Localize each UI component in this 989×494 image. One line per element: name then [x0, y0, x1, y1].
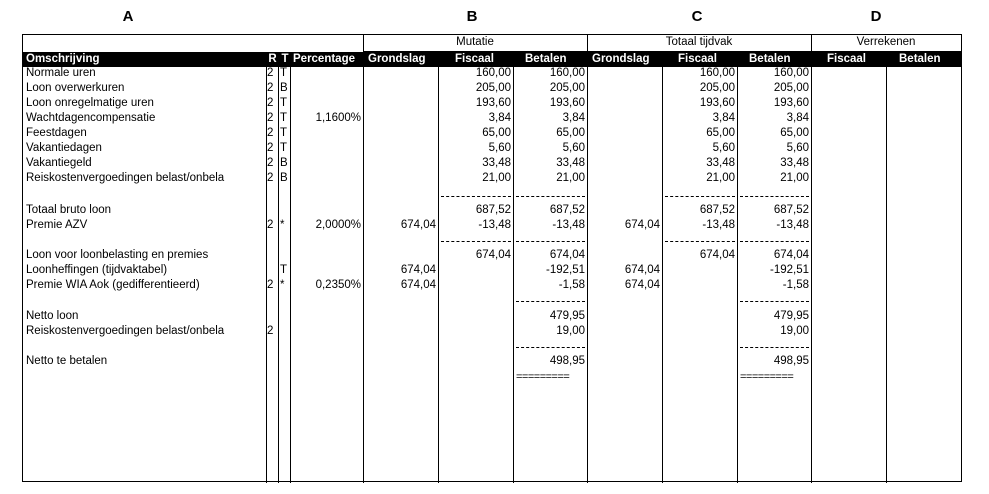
- row-percentage: [291, 354, 361, 369]
- subtotal-rule: [740, 241, 809, 242]
- row-r: 2: [267, 279, 274, 291]
- row-totaal-betalen: 674,04: [773, 249, 809, 261]
- row-description: Loon voor loonbelasting en premies: [26, 249, 209, 261]
- row-totaal-fiscaal: 3,84: [712, 112, 735, 124]
- row-mutatie-fiscaal: [439, 309, 511, 324]
- row-mutatie-grondslag: [364, 141, 436, 156]
- row-percentage: [291, 81, 361, 96]
- subtotal-rule: [740, 196, 809, 197]
- row-t: [280, 309, 290, 324]
- row-mutatie-betalen: 21,00: [556, 172, 585, 184]
- row-totaal-betalen: 21,00: [780, 172, 809, 184]
- row-mutatie-grondslag: [364, 81, 436, 96]
- row-totaal-fiscaal: 5,60: [712, 142, 735, 154]
- subtotal-rule: [441, 241, 511, 242]
- row-description: Reiskostenvergoedingen belast/onbela: [26, 172, 225, 184]
- row-r: 2: [267, 157, 274, 169]
- row-description: Premie AZV: [26, 219, 88, 231]
- row-description: Netto loon: [26, 310, 79, 322]
- row-r: 2: [267, 219, 274, 231]
- row-mutatie-betalen: 498,95: [549, 355, 585, 367]
- col-line-t: [278, 52, 279, 483]
- payroll-sheet: [22, 34, 962, 482]
- row-t: T: [280, 97, 288, 109]
- row-mutatie-fiscaal: [439, 324, 511, 339]
- row-r: 2: [267, 97, 274, 109]
- row-mutatie-betalen: -13,48: [552, 219, 585, 231]
- row-t: [280, 203, 290, 218]
- row-mutatie-fiscaal: -13,48: [478, 219, 511, 231]
- row-totaal-betalen: 193,60: [773, 97, 809, 109]
- row-percentage: 1,1600%: [315, 112, 361, 124]
- row-description: Vakantiedagen: [26, 142, 102, 154]
- row-mutatie-grondslag: 674,04: [400, 264, 436, 276]
- row-t: T: [280, 127, 288, 139]
- row-t: *: [280, 279, 285, 291]
- row-mutatie-grondslag: [364, 126, 436, 141]
- row-r: 2: [267, 127, 274, 139]
- row-t: B: [280, 82, 288, 94]
- row-t: B: [280, 172, 288, 184]
- row-description: Wachtdagencompensatie: [26, 112, 156, 124]
- row-percentage: [291, 263, 361, 278]
- section-letter-b: B: [466, 8, 478, 25]
- row-totaal-betalen: 3,84: [786, 112, 809, 124]
- row-percentage: [291, 248, 361, 263]
- row-mutatie-betalen: 193,60: [549, 97, 585, 109]
- group-verrekenen: Verrekenen: [856, 36, 916, 48]
- subtotal-rule: [516, 347, 585, 348]
- row-mutatie-grondslag: [364, 203, 436, 218]
- header-totaal-betalen: Betalen: [749, 53, 791, 65]
- row-mutatie-grondslag: [364, 248, 436, 263]
- row-t: [280, 248, 290, 263]
- row-totaal-fiscaal: [663, 324, 735, 339]
- row-mutatie-betalen: 160,00: [549, 67, 585, 79]
- row-mutatie-fiscaal: 5,60: [488, 142, 511, 154]
- row-percentage: [291, 203, 361, 218]
- row-totaal-grondslag: [588, 203, 660, 218]
- row-totaal-betalen: 687,52: [773, 204, 809, 216]
- row-mutatie-fiscaal: 160,00: [475, 67, 511, 79]
- row-percentage: 2,0000%: [315, 219, 361, 231]
- row-percentage: [291, 171, 361, 186]
- row-t: T: [280, 264, 288, 276]
- row-totaal-grondslag: [588, 156, 660, 171]
- header-mutatie-fiscaal: Fiscaal: [455, 53, 494, 65]
- header-omschrijving: Omschrijving: [26, 53, 100, 65]
- row-mutatie-betalen: -1,58: [558, 279, 585, 291]
- row-r: [267, 263, 278, 278]
- col-line-d-start: [811, 35, 812, 483]
- row-mutatie-betalen: 5,60: [562, 142, 585, 154]
- row-percentage: [291, 309, 361, 324]
- header-percentage: Percentage: [293, 53, 356, 65]
- row-totaal-grondslag: 674,04: [624, 279, 660, 291]
- row-totaal-betalen: 160,00: [773, 67, 809, 79]
- row-description: Reiskostenvergoedingen belast/onbela: [26, 325, 225, 337]
- header-t: T: [281, 53, 289, 65]
- header-verrekenen-betalen: Betalen: [899, 53, 941, 65]
- row-totaal-fiscaal: 65,00: [706, 127, 735, 139]
- row-mutatie-grondslag: [364, 111, 436, 126]
- header-mutatie-betalen: Betalen: [525, 53, 567, 65]
- row-r: 2: [267, 142, 274, 154]
- row-description: Loon overwerkuren: [26, 82, 125, 94]
- row-mutatie-fiscaal: 21,00: [482, 172, 511, 184]
- subtotal-rule: [665, 241, 735, 242]
- row-totaal-betalen: 33,48: [780, 157, 809, 169]
- row-t: T: [280, 142, 288, 154]
- row-r: [267, 203, 278, 218]
- row-percentage: [291, 156, 361, 171]
- row-mutatie-betalen: 3,84: [562, 112, 585, 124]
- row-totaal-fiscaal: 674,04: [699, 249, 735, 261]
- row-description: Vakantiegeld: [26, 157, 92, 169]
- row-totaal-betalen: -192,51: [769, 264, 809, 276]
- row-mutatie-grondslag: 674,04: [400, 219, 436, 231]
- row-totaal-grondslag: [588, 324, 660, 339]
- row-totaal-grondslag: [588, 171, 660, 186]
- row-totaal-fiscaal: [663, 309, 735, 324]
- row-totaal-grondslag: 674,04: [624, 219, 660, 231]
- row-mutatie-fiscaal: 674,04: [475, 249, 511, 261]
- subtotal-rule: [740, 347, 809, 348]
- row-r: 2: [267, 325, 274, 337]
- row-t: [280, 324, 290, 339]
- row-totaal-betalen: 5,60: [786, 142, 809, 154]
- row-description: Premie WIA Aok (gedifferentieerd): [26, 279, 200, 291]
- row-mutatie-grondslag: [364, 309, 436, 324]
- row-totaal-grondslag: [588, 309, 660, 324]
- row-mutatie-fiscaal: 65,00: [482, 127, 511, 139]
- row-totaal-betalen: -13,48: [776, 219, 809, 231]
- row-percentage: [291, 141, 361, 156]
- row-totaal-grondslag: [588, 66, 660, 81]
- row-totaal-fiscaal: [663, 354, 735, 369]
- row-t: T: [280, 67, 288, 79]
- row-mutatie-betalen: -192,51: [545, 264, 585, 276]
- row-r: 2: [267, 82, 274, 94]
- header-r: R: [268, 53, 277, 65]
- row-mutatie-fiscaal: 3,84: [488, 112, 511, 124]
- row-t: B: [280, 157, 288, 169]
- row-mutatie-betalen: 65,00: [556, 127, 585, 139]
- row-mutatie-betalen: 687,52: [549, 204, 585, 216]
- row-description: Totaal bruto loon: [26, 204, 112, 216]
- row-mutatie-betalen: 33,48: [556, 157, 585, 169]
- row-description: Loon onregelmatige uren: [26, 97, 154, 109]
- group-totaal-tijdvak: Totaal tijdvak: [665, 36, 733, 48]
- row-totaal-grondslag: 674,04: [624, 264, 660, 276]
- row-percentage: [291, 66, 361, 81]
- row-mutatie-fiscaal: 33,48: [482, 157, 511, 169]
- row-mutatie-fiscaal: [439, 263, 511, 278]
- row-mutatie-fiscaal: 205,00: [475, 82, 511, 94]
- row-mutatie-grondslag: 674,04: [400, 279, 436, 291]
- row-r: [267, 248, 278, 263]
- row-mutatie-betalen: 674,04: [549, 249, 585, 261]
- double-rule-mutatie: =========: [516, 371, 570, 383]
- section-letter-a: A: [122, 8, 134, 25]
- group-mutatie: Mutatie: [456, 36, 494, 48]
- row-totaal-fiscaal: 33,48: [706, 157, 735, 169]
- row-description: Normale uren: [26, 67, 96, 79]
- row-totaal-grondslag: [588, 126, 660, 141]
- row-mutatie-fiscaal: [439, 278, 511, 293]
- col-line-d1: [886, 52, 887, 483]
- row-mutatie-grondslag: [364, 171, 436, 186]
- row-totaal-fiscaal: 193,60: [699, 97, 735, 109]
- row-mutatie-grondslag: [364, 324, 436, 339]
- subtotal-rule: [516, 196, 585, 197]
- row-r: 2: [267, 172, 274, 184]
- header-totaal-grondslag: Grondslag: [592, 53, 650, 65]
- row-totaal-betalen: 65,00: [780, 127, 809, 139]
- double-rule-totaal: =========: [740, 371, 794, 383]
- subtotal-rule: [665, 196, 735, 197]
- row-mutatie-grondslag: [364, 66, 436, 81]
- row-t: T: [280, 112, 288, 124]
- row-percentage: [291, 96, 361, 111]
- row-totaal-betalen: 498,95: [773, 355, 809, 367]
- row-totaal-betalen: -1,58: [782, 279, 809, 291]
- subtotal-rule: [516, 241, 585, 242]
- subtotal-rule: [441, 196, 511, 197]
- row-totaal-fiscaal: [663, 263, 735, 278]
- row-mutatie-betalen: 205,00: [549, 82, 585, 94]
- row-mutatie-fiscaal: [439, 354, 511, 369]
- row-r: 2: [267, 112, 274, 124]
- row-mutatie-betalen: 19,00: [556, 325, 585, 337]
- row-totaal-fiscaal: 687,52: [699, 204, 735, 216]
- row-r: [267, 309, 278, 324]
- header-mutatie-grondslag: Grondslag: [368, 53, 426, 65]
- row-totaal-fiscaal: -13,48: [702, 219, 735, 231]
- row-totaal-fiscaal: 160,00: [699, 67, 735, 79]
- row-t: *: [280, 219, 285, 231]
- row-totaal-grondslag: [588, 96, 660, 111]
- row-mutatie-fiscaal: 193,60: [475, 97, 511, 109]
- row-totaal-fiscaal: 205,00: [699, 82, 735, 94]
- row-totaal-grondslag: [588, 81, 660, 96]
- row-mutatie-grondslag: [364, 354, 436, 369]
- header-verrekenen-fiscaal: Fiscaal: [827, 53, 866, 65]
- row-percentage: [291, 126, 361, 141]
- row-totaal-betalen: 19,00: [780, 325, 809, 337]
- row-totaal-grondslag: [588, 354, 660, 369]
- row-totaal-betalen: 205,00: [773, 82, 809, 94]
- row-totaal-grondslag: [588, 111, 660, 126]
- row-totaal-grondslag: [588, 141, 660, 156]
- row-mutatie-fiscaal: 687,52: [475, 204, 511, 216]
- row-description: Netto te betalen: [26, 355, 108, 367]
- row-totaal-grondslag: [588, 248, 660, 263]
- row-t: [280, 354, 290, 369]
- row-r: [267, 354, 278, 369]
- header-totaal-fiscaal: Fiscaal: [678, 53, 717, 65]
- row-totaal-betalen: 479,95: [773, 310, 809, 322]
- row-r: 2: [267, 67, 274, 79]
- row-totaal-fiscaal: [663, 278, 735, 293]
- subtotal-rule: [516, 301, 585, 302]
- row-totaal-fiscaal: 21,00: [706, 172, 735, 184]
- subtotal-rule: [740, 301, 809, 302]
- section-letter-c: C: [691, 8, 703, 25]
- row-mutatie-grondslag: [364, 96, 436, 111]
- row-percentage: 0,2350%: [315, 279, 361, 291]
- row-mutatie-grondslag: [364, 156, 436, 171]
- row-mutatie-betalen: 479,95: [549, 310, 585, 322]
- section-letter-d: D: [870, 8, 882, 25]
- row-percentage: [291, 324, 361, 339]
- row-description: Feestdagen: [26, 127, 87, 139]
- row-description: Loonheffingen (tijdvaktabel): [26, 264, 168, 276]
